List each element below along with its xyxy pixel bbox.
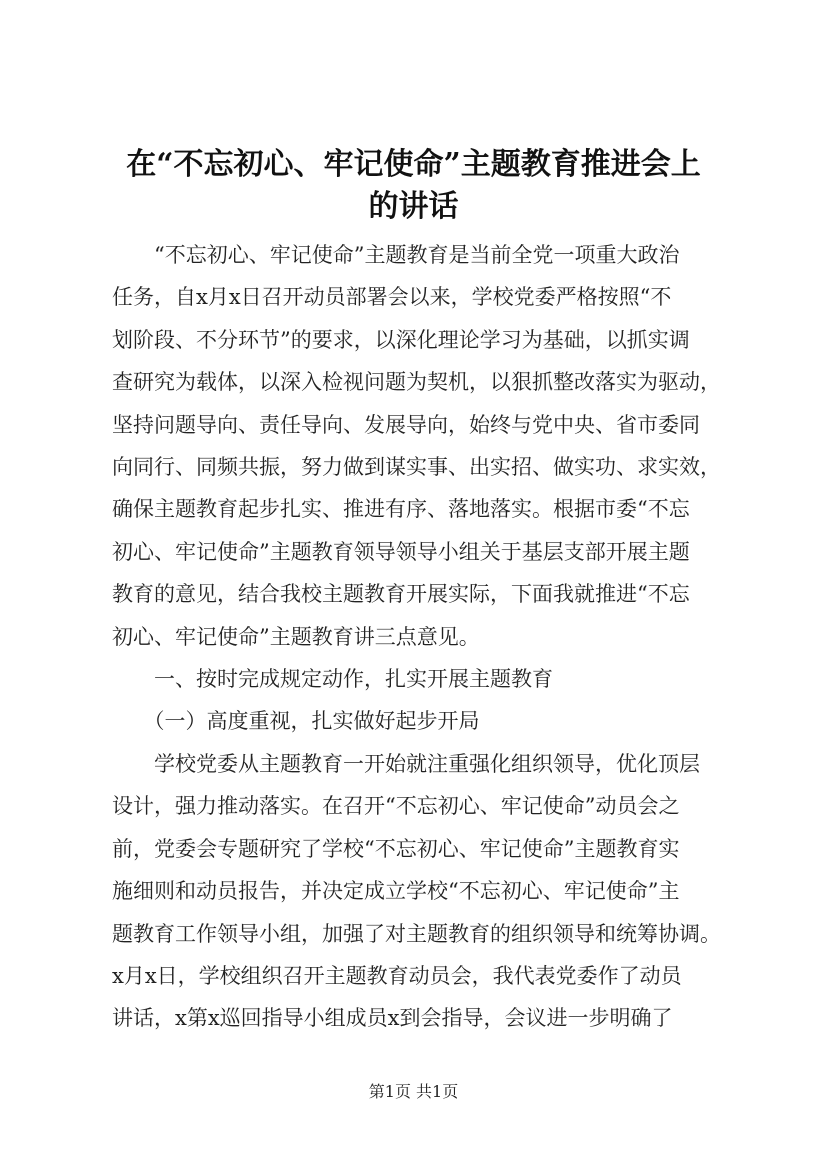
body-line: 学校党委从主题教育一开始就注重强化组织领导，优化顶层: [112, 751, 700, 776]
body-line: “不忘初心、牢记使命”主题教育是当前全党一项重大政治: [112, 243, 680, 267]
body-line: 初心、牢记使命”主题教育领导领导小组关于基层支部开展主题: [112, 539, 690, 564]
body-line: 题教育工作领导小组，加强了对主题教育的组织领导和统筹协调。: [112, 921, 721, 946]
section-heading: 一、按时完成规定动作，扎实开展主题教育: [112, 667, 553, 692]
body-line: x月x日，学校组织召开主题教育动员会，我代表党委作了动员: [112, 963, 682, 988]
body-line: 前，党委会专题研究了学校“不忘初心、牢记使命”主题教育实: [112, 836, 680, 861]
body-line: 任务，自x月x日召开动员部署会以来，学校党委严格按照“不: [112, 285, 672, 310]
subsection-heading: （一）高度重视，扎实做好起步开局: [112, 709, 480, 734]
document-title: [100, 144, 727, 228]
body-line: 向同行、同频共振，努力做到谋实事、出实招、做实功、求实效，: [112, 455, 721, 480]
body-line: 初心、牢记使命”主题教育讲三点意见。: [112, 624, 480, 649]
title-line-1: 在“不忘初心、牢记使命”主题教育推进会上: [126, 147, 701, 182]
body-line: 查研究为载体，以深入检视问题为契机，以狠抓整改落实为驱动，: [112, 370, 721, 395]
body-line: 确保主题教育起步扎实、推进有序、落地落实。根据市委“不忘: [112, 497, 690, 522]
body-line: 讲话，x第x巡回指导小组成员x到会指导，会议进一步明确了: [112, 1006, 673, 1031]
page-footer: 第1页 共1页: [368, 1082, 459, 1101]
body-line: 设计，强力推动落实。在召开“不忘初心、牢记使命”动员会之: [112, 794, 680, 819]
document-body: [112, 234, 736, 1040]
body-line: 坚持问题导向、责任导向、发展导向，始终与党中央、省市委同: [112, 412, 700, 437]
title-line-2: 的讲话: [368, 189, 459, 224]
body-line: 施细则和动员报告，并决定成立学校“不忘初心、牢记使命”主: [112, 879, 680, 904]
body-line: 教育的意见，结合我校主题教育开展实际，下面我就推进“不忘: [112, 582, 690, 607]
body-line: 划阶段、不分环节”的要求，以深化理论学习为基础，以抓实调: [112, 327, 690, 352]
